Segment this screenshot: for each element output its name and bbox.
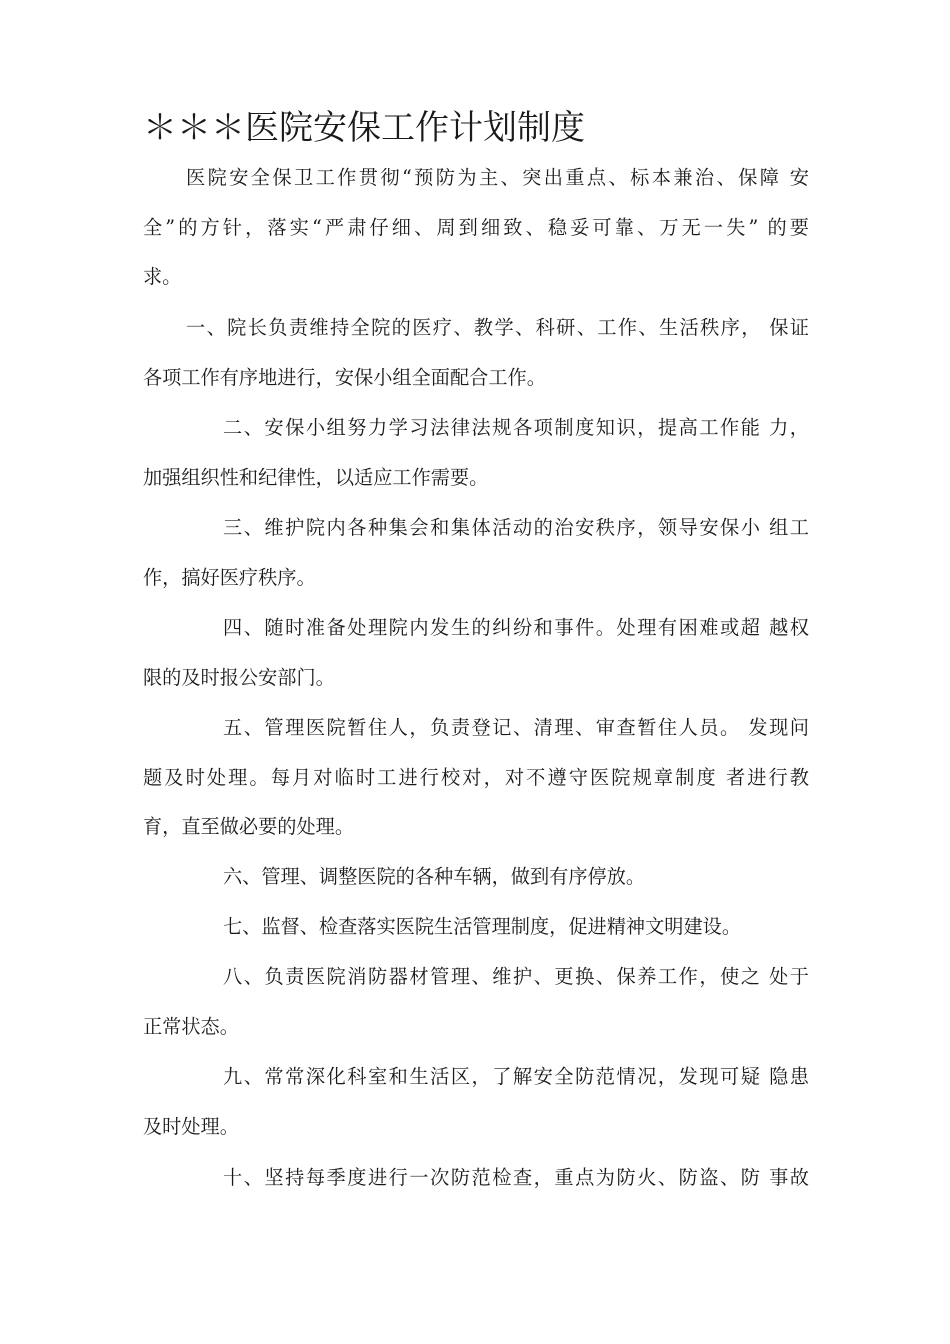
- paragraph-3-line-2: 作，搞好医疗秩序。: [143, 566, 316, 589]
- paragraph-9-line-1: 九、常常深化科室和生活区，了解安全防范情况，发现可疑 隐患: [223, 1065, 809, 1088]
- paragraph-intro-line-1: 医院安全保卫工作贯彻“预防为主、突出重点、标本兼治、保障 安: [186, 166, 809, 189]
- paragraph-2-line-1: 二、安保小组努力学习法律法规各项制度知识，提高工作能 力，: [223, 416, 809, 439]
- paragraph-7-line-1: 七、监督、检查落实医院生活管理制度，促进精神文明建设。: [223, 915, 742, 938]
- paragraph-4-line-1: 四、随时准备处理院内发生的纠纷和事件。处理有困难或超 越权: [223, 616, 809, 639]
- paragraph-1-line-1: 一、院长负责维持全院的医疗、教学、科研、工作、生活秩序， 保证: [186, 316, 809, 339]
- paragraph-8-line-2: 正常状态。: [143, 1015, 239, 1038]
- paragraph-6-line-1: 六、管理、调整医院的各种车辆，做到有序停放。: [223, 865, 646, 888]
- paragraph-1-line-2: 各项工作有序地进行，安保小组全面配合工作。: [143, 366, 546, 389]
- paragraph-5-line-3: 育，直至做必要的处理。: [143, 815, 355, 838]
- paragraph-4-line-2: 限的及时报公安部门。: [143, 666, 335, 689]
- paragraph-5-line-1: 五、管理医院暂住人，负责登记、清理、审查暂住人员。 发现问: [223, 716, 809, 739]
- paragraph-intro-line-3: 求。: [143, 265, 182, 288]
- document-title: ＊＊＊医院安保工作计划制度: [143, 108, 585, 148]
- paragraph-10-line-1: 十、坚持每季度进行一次防范检查，重点为防火、防盗、防 事故: [223, 1166, 809, 1189]
- paragraph-5-line-2: 题及时处理。每月对临时工进行校对，对不遵守医院规章制度 者进行教: [143, 766, 809, 789]
- paragraph-3-line-1: 三、维护院内各种集会和集体活动的治安秩序，领导安保小 组工: [223, 516, 809, 539]
- paragraph-intro-line-2: 全”的方针，落实“严肃仔细、周到细致、稳妥可靠、万无一失” 的要: [143, 216, 809, 239]
- paragraph-8-line-1: 八、负责医院消防器材管理、维护、更换、保养工作，使之 处于: [223, 965, 809, 988]
- paragraph-9-line-2: 及时处理。: [143, 1115, 239, 1138]
- paragraph-2-line-2: 加强组织性和纪律性，以适应工作需要。: [143, 466, 489, 489]
